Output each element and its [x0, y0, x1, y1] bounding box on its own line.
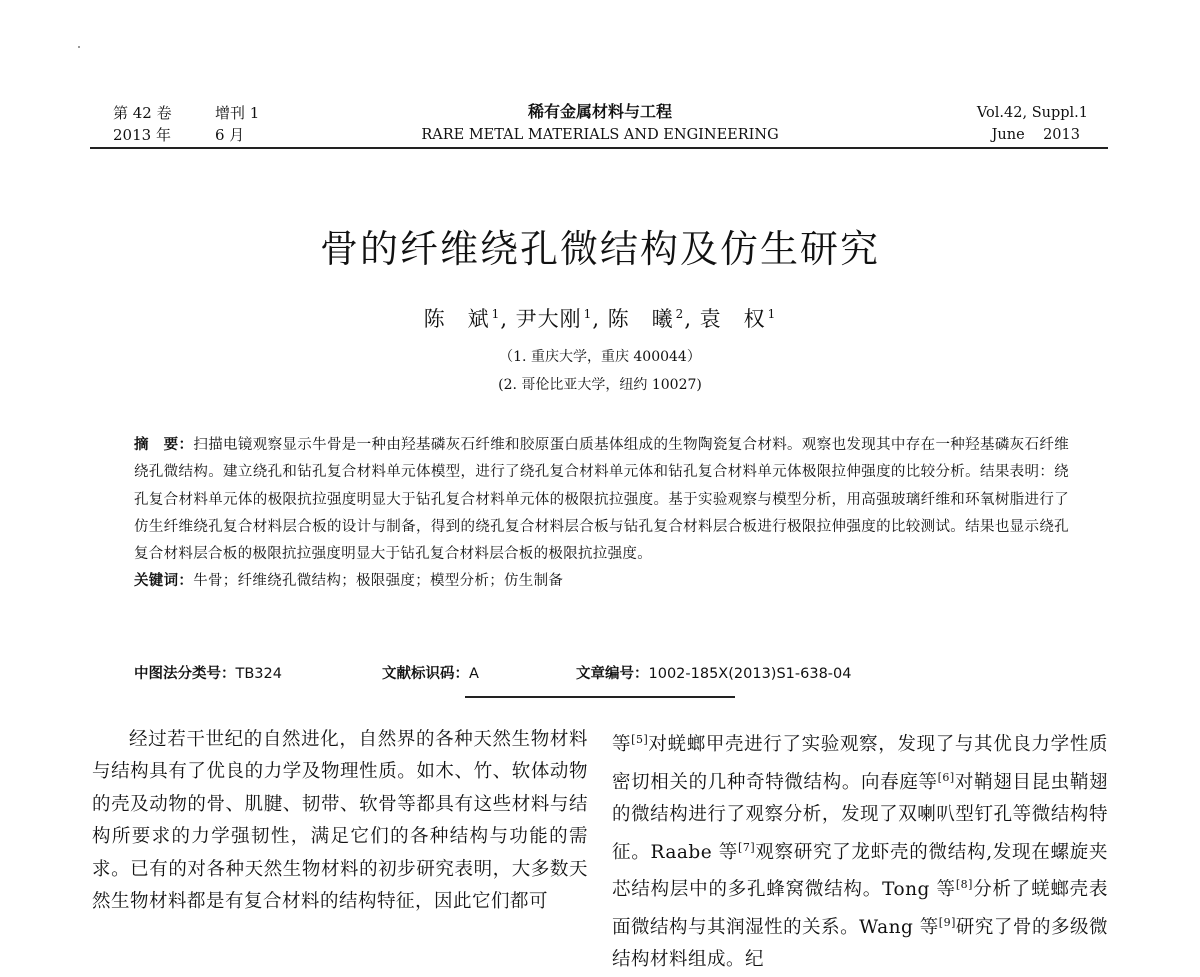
citation-mark: [8] [955, 878, 973, 892]
abstract [134, 432, 1069, 596]
journal-title-en: RARE METAL MATERIALS AND ENGINEERING [421, 127, 779, 143]
body-text-run: 研究了骨的多级微结构材料组成。纪 [612, 916, 1108, 971]
author-name: 陈 斌 [423, 307, 490, 331]
affiliation-1: （1. 重庆大学，重庆 400044） [499, 349, 701, 365]
author-affiliation-mark: 2 [675, 307, 685, 321]
abstract-label: 摘 要： [134, 437, 194, 453]
doc-code-label: 文献标识码： [382, 666, 469, 682]
clc-value: TB324 [235, 666, 282, 682]
header-rule [90, 147, 1108, 149]
body-paragraph [612, 724, 1108, 977]
body-text-run: 分析了蜣螂壳表面微结构与其润湿性的关系。Wang 等 [612, 879, 1108, 938]
clc-label: 中图法分类号： [134, 666, 236, 682]
body-paragraph: 经过若干世纪的自然进化，自然界的各种天然生物材料与结构具有了优良的力学及物理性质。如木、竹、软体动物的壳及动物的骨、肌腱、韧带、软骨等都具有这些材料与结构所要求的力学强韧性，满足它们的各种结构与功能的需求。已有的对各种天然生物材料的初步研究表明，大多数天然生物材料都是有复合材料的结构特征，因此它们都可 [92, 729, 588, 913]
document-code [382, 662, 479, 683]
article-number [576, 662, 851, 683]
author-affiliation-mark: 1 [491, 307, 501, 321]
header-vol-en: Vol.42, Suppl.1 [976, 105, 1088, 121]
header-date-en: June 2013 [991, 127, 1080, 143]
keywords-label: 关键词： [134, 573, 194, 590]
header-year: 2013 年 [113, 126, 171, 144]
author-affiliation-mark: 1 [767, 307, 777, 321]
article-number-label: 文章编号： [576, 666, 649, 682]
author-name: 尹大刚 [515, 307, 582, 331]
header-month: 6 月 [215, 126, 245, 144]
body-text-run: 对鞘翅目昆虫鞘翅的微结构进行了观察分析，发现了双喇叭型钉孔等微结构特征。Raabe 等 [612, 771, 1108, 863]
citation-mark: [5] [631, 733, 649, 746]
author-name: 陈 曦 [607, 307, 674, 331]
citation-mark: [9] [938, 915, 956, 929]
abstract-separator [465, 696, 735, 698]
header-supplement: 增刊 1 [215, 104, 260, 122]
abstract-text: 扫描电镜观察显示牛骨是一种由羟基磷灰石纤维和胶原蛋白质基体组成的生物陶瓷复合材料。观察也发现其中存在一种羟基磷灰石纤维绕孔微结构。建立绕孔和钻孔复合材料单元体模型，进行了绕孔复合材料单元体和钻孔复合材料单元体极限拉伸强度的比较分析。结果表明：绕孔复合材料单元体的极限抗拉强度明显大于钻孔复合材料单元体的极限抗拉强度。基于实验观察与模型分析，用高强玻璃纤维和环氧树脂进行了仿生纤维绕孔复合材料层合板的设计与制备，得到的绕孔复合材料层合板与钻孔复合材料层合板进行极限拉伸强度的比较测试。结果也显示绕孔复合材料层合板的极限抗拉强度明显大于钻孔复合材料层合板的极限抗拉强度。 [134, 437, 1069, 563]
body-column-right [612, 724, 1108, 977]
journal-title-cn: 稀有金属材料与工程 [527, 102, 672, 121]
body-text-run: 等 [612, 734, 632, 756]
body-text-run: 观察研究了龙虾壳的微结构,发现在螺旋夹芯结构层中的多孔蜂窝微结构。Tong 等 [612, 841, 1108, 901]
paper-title: 骨的纤维绕孔微结构及仿生研究 [319, 227, 880, 271]
keywords-text: 牛骨；纤维绕孔微结构；极限强度；模型分析；仿生制备 [193, 573, 564, 590]
header-volume: 第 42 卷 [113, 104, 172, 122]
clc-number [134, 662, 282, 683]
citation-mark: [6] [937, 770, 955, 784]
author-name: 袁 权 [699, 307, 766, 331]
affiliation-2: (2. 哥伦比亚大学，纽约 10027) [498, 377, 702, 393]
body-column-left [92, 724, 588, 918]
scan-speck [78, 46, 80, 48]
article-number-value: 1002-185X(2013)S1-638-04 [648, 666, 852, 682]
body-text-run: 对蜣螂甲壳进行了实验观察，发现了与其优良力学性质密切相关的几种奇特微结构。向春庭等 [612, 734, 1108, 793]
doc-code-value: A [469, 666, 479, 682]
citation-mark: [7] [738, 840, 756, 854]
author-affiliation-mark: 1 [583, 307, 593, 321]
author-list: 陈 斌 $^1$, 尹大刚 $^1$, 陈 曦 $^2$, 袁 权 $^1$ [423, 307, 777, 331]
